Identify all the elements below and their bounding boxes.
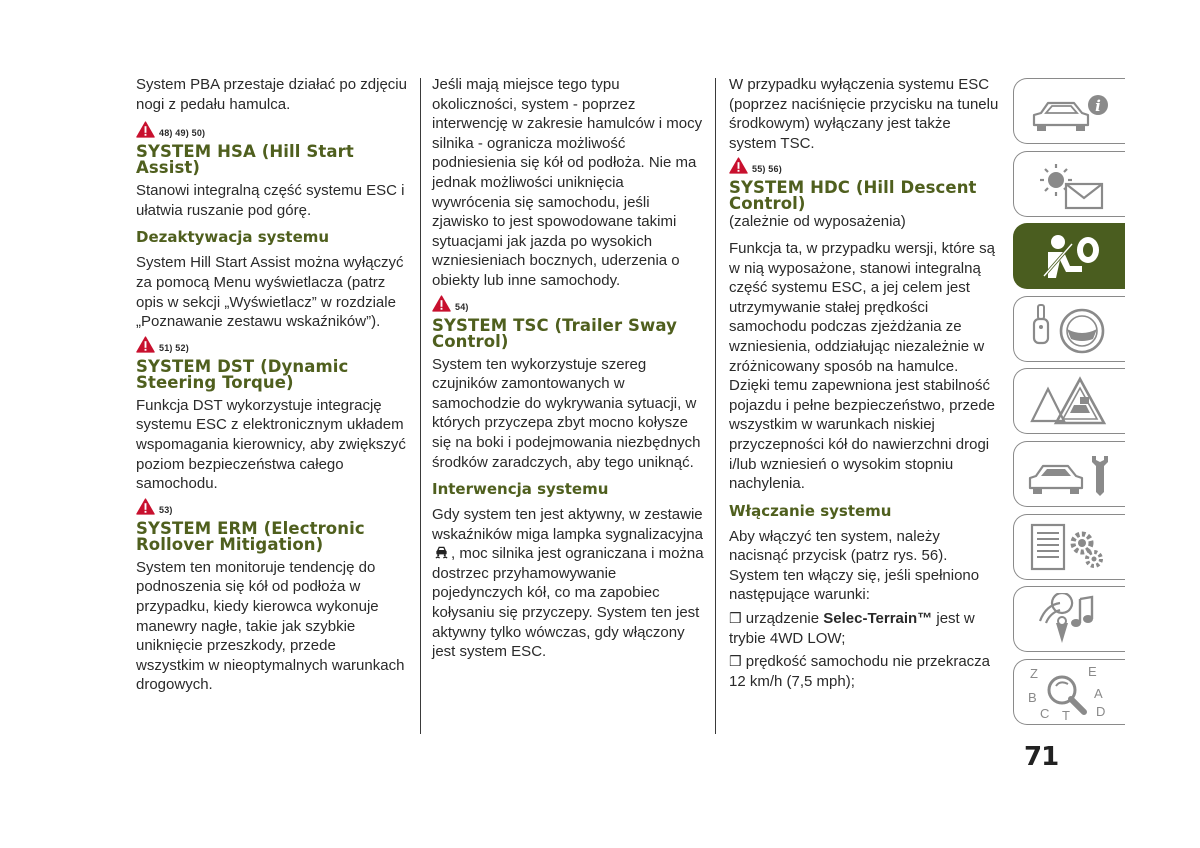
hsa-paragraph: Stanowi integralną część systemu ESC i ułatwia ruszanie pod górę. [136, 182, 405, 219]
dst-heading: SYSTEM DST (Dynamic Steering Torque) [136, 356, 349, 392]
warning-refs: 54) [455, 301, 469, 312]
warning-reference [136, 497, 408, 515]
warning-refs: 53) [159, 504, 173, 515]
tsc-paragraph: System ten wykorzystuje szereg czujników zamontowanych w samochodzie do wykrywania sytuacji, w których przyczepa zbyt mocno kołysze się na boki i podejmowania niezbędnych środków zaradczych, aby tego uniknąć. [432, 355, 701, 471]
hdc-subtitle: (zależnie od wyposażenia) [729, 213, 906, 231]
key-steering-wheel-icon [1026, 303, 1112, 357]
chapter-tabs [1013, 78, 1125, 731]
car-info-icon [1026, 85, 1112, 139]
column-3 [729, 75, 999, 695]
column-1 [136, 75, 408, 701]
erm-paragraph: System ten monitoruje tendencję do podnoszenia się kół od podłoża w przypadku, kiedy kierowca wykonuje manewry nagłe, takie jak szybkie uniknięcie przeszkody, przede wszystkim w nieoptymalnych warunkach drogowych. [136, 558, 405, 694]
deactivation-heading: Dezaktywacja systemu [136, 228, 330, 247]
checkbox-bullet-icon: ❒ [729, 610, 742, 627]
column-divider [715, 78, 716, 734]
safety-airbag-icon [1026, 230, 1112, 284]
warning-reference [729, 156, 999, 174]
tab-maintenance[interactable] [1013, 441, 1125, 507]
warning-reference [136, 120, 408, 138]
index-letter: D [1096, 703, 1106, 719]
index-letter: Z [1030, 665, 1038, 681]
column-2 [432, 75, 704, 668]
tsc-heading: SYSTEM TSC (Trailer Sway Control) [432, 315, 677, 351]
dashboard-lights-icon [1026, 158, 1112, 212]
warning-reference [136, 335, 408, 353]
erm-heading: SYSTEM ERM (Electronic Rollover Mitigation) [136, 518, 365, 554]
tab-car-info[interactable] [1013, 78, 1125, 144]
page-number: 71 [1024, 742, 1059, 772]
svg-text:i: i [1095, 97, 1101, 115]
index-letter: E [1088, 665, 1097, 679]
intervention-text-a: Gdy system ten jest aktywny, w zestawie wskaźników miga lampka sygnalizacyjna [432, 506, 703, 543]
warning-triangle-icon [729, 157, 748, 174]
pba-paragraph: System PBA przestaje działać po zdjęciu nogi z pedału hamulca. [136, 76, 407, 113]
intervention-text-b: , moc silnika jest ograniczana i można dostrzec przyhamowywanie pojedynczych kół, co ma zapobiec kołysaniu się przyczepy. System ten jest aktywny tylko wówczas, gdy włączony jest system ESC. [432, 545, 704, 661]
enable-heading: Włączanie systemu [729, 501, 892, 520]
column-divider [420, 78, 421, 734]
intervention-heading: Interwencja systemu [432, 480, 609, 499]
warning-refs: 51) 52) [159, 342, 189, 353]
erm-continued-paragraph: Jeśli mają miejsce tego typu okoliczności, system - poprzez interwencję w zakresie hamulców i mocy silnika - ogranicza możliwość podniesienia się kół od podłoża. Nie ma jednak możliwości uniknięcia wywrócenia się samochodu, jeśli zjawisko to jest spowodowane takimi sytuacjami jak jazda po wysokich wzniesieniach bocznych, uderzenia o obiekty lub inne samochody. [432, 76, 703, 289]
index-letter: B [1028, 689, 1037, 705]
tab-dashboard-lights[interactable] [1013, 151, 1125, 217]
warning-triangle-icon [136, 336, 155, 353]
warning-triangle-icon [136, 121, 155, 138]
multimedia-icon [1026, 593, 1112, 647]
warning-reference [432, 294, 704, 312]
warning-triangle-icon [432, 295, 451, 312]
esc-warning-light-icon [433, 545, 450, 560]
dst-paragraph: Funkcja DST wykorzystuje integrację systemu ESC z elektronicznym układem wspomagania kierownicy, aby zwiększyć poziom bezpieczeństwa całego samochodu. [136, 396, 406, 493]
index-letter: A [1094, 685, 1103, 701]
tab-index[interactable] [1013, 659, 1125, 725]
esc-off-paragraph: W przypadku wyłączenia systemu ESC (poprzez naciśnięcie przycisku na tunelu środkowym) wyłączany jest także system TSC. [729, 76, 999, 152]
warning-triangle-icon [136, 498, 155, 515]
checkbox-bullet-icon: ❒ [729, 653, 742, 670]
tab-safety[interactable] [1013, 223, 1125, 289]
selec-terrain-label: Selec-Terrain™ [823, 610, 933, 628]
car-maintenance-icon [1026, 448, 1112, 502]
condition-item: ❒ urządzenie Selec-Terrain™ jest w trybie 4WD LOW; [729, 610, 975, 647]
emergency-triangle-icon [1026, 375, 1112, 429]
deactivation-paragraph: System Hill Start Assist można wyłączyć za pomocą Menu wyświetlacza (patrz opis w sekcji „Wyświetlacz” w rozdziale „Poznawanie zestawu wskaźników”). [136, 254, 404, 331]
index-letter: T [1062, 707, 1070, 720]
hsa-heading: SYSTEM HSA (Hill Start Assist) [136, 142, 354, 178]
technical-data-icon [1026, 521, 1112, 575]
intervention-paragraph [432, 505, 704, 662]
tab-technical-data[interactable] [1013, 514, 1125, 580]
tab-starting-driving[interactable] [1013, 296, 1125, 362]
tab-multimedia[interactable] [1013, 586, 1125, 652]
index-letter: C [1040, 705, 1050, 720]
hdc-heading: SYSTEM HDC (Hill Descent Control) [729, 178, 977, 214]
warning-refs: 48) 49) 50) [159, 128, 206, 139]
hdc-paragraph-1: Funkcja ta, w przypadku wersji, które są w nią wyposażone, stanowi integralną część systemu ESC, a jej celem jest utrzymywanie stałej prędkości samochodu podczas zjeżdżania ze wzniesienia, oddziałując niezależnie w zróżnicowany sposób na hamulce. [729, 239, 995, 375]
warning-refs: 55) 56) [752, 164, 782, 175]
condition-item: ❒ prędkość samochodu nie przekracza 12 km/h (7,5 mph); [729, 653, 991, 690]
enable-paragraph: Aby włączyć ten system, należy nacisnąć przycisk (patrz rys. 56). System ten włączy się, jeśli spełniono następujące warunki: [729, 527, 980, 604]
alphabetical-index-icon [1026, 666, 1112, 720]
hdc-paragraph-2: Dzięki temu zapewniona jest stabilność pojazdu i pełne bezpieczeństwo, przede wszystkim w warunkach niskiej przyczepności kół do nawierzchni drogi i/lub wzniesień o wysokim stopniu nachylenia. [729, 377, 996, 493]
tab-emergency[interactable] [1013, 368, 1125, 434]
